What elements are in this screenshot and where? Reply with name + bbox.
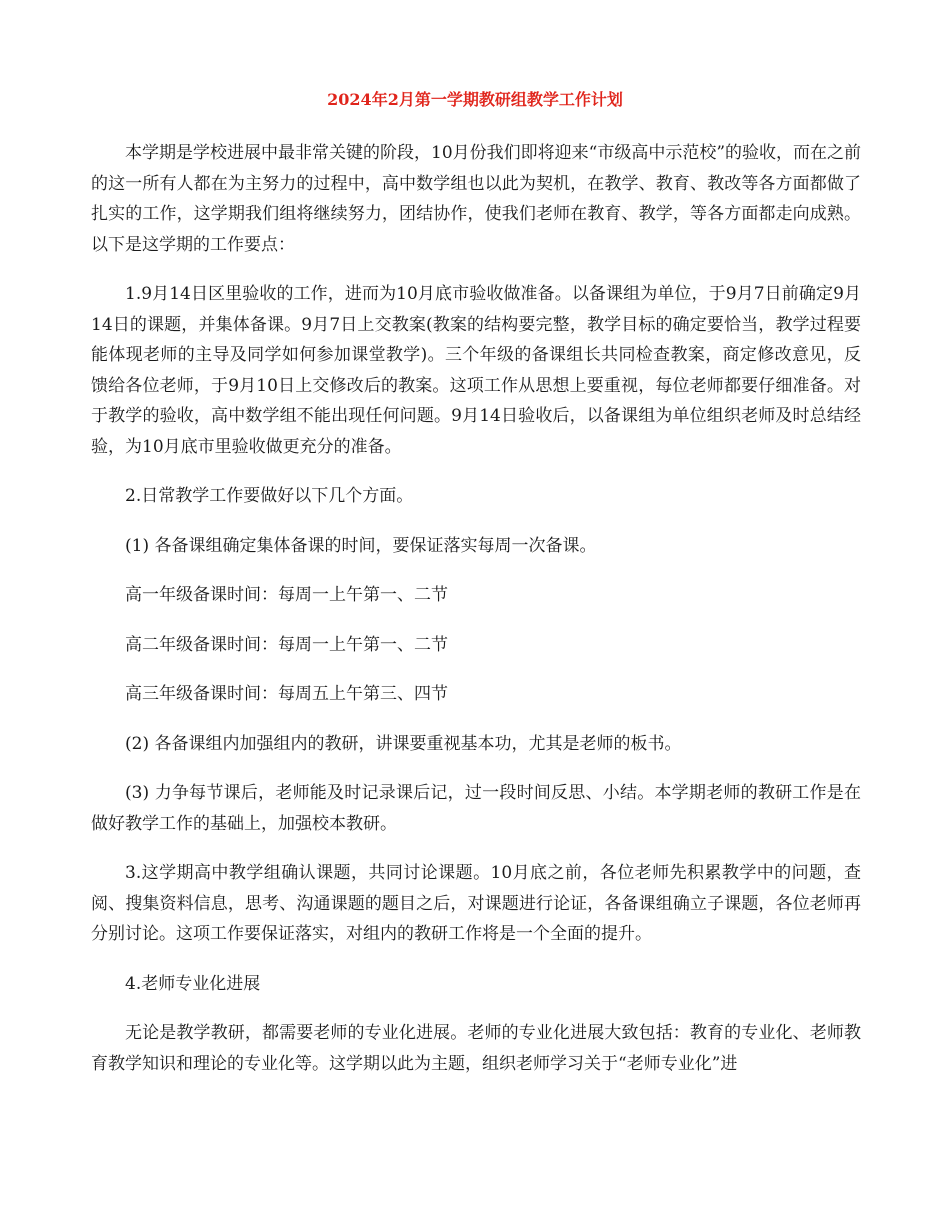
- paragraph-item-1: 1.9月14日区里验收的工作，进而为10月底市验收做准备。以备课组为单位，于9月7日前确定9月14日的课题，并集体备课。9月7日上交教案(教案的结构要完整，教学目标的确定要恰当，教学过程要能体现老师的主导及同学如何参加课堂教学)。三个年级的备课组长共同检查教案，商定修改意见，反馈给各位老师，于9月10日上交修改后的教案。这项工作从思想上要重视，每位老师都要仔细准备。对于教学的验收，高中数学组不能出现任何问题。9月14日验收后，以备课组为单位组织老师及时总结经验，为10月底市里验收做更充分的准备。: [91, 284, 861, 457]
- paragraph-sub-2: (2) 各备课组内加强组内的教研，讲课要重视基本功，尤其是老师的板书。: [125, 733, 682, 754]
- paragraph-grade-1-schedule: 高一年级备课时间：每周一上午第一、二节: [125, 585, 448, 605]
- paragraph-sub-3: (3) 力争每节课后，老师能及时记录课后记，过一段时间反思、小结。本学期老师的教研工作是在做好教学工作的基础上，加强校本教研。: [91, 783, 861, 834]
- paragraph-grade-3-schedule: 高三年级备课时间：每周五上午第三、四节: [125, 684, 448, 704]
- document-body: [91, 138, 861, 1098]
- paragraph-grade-2-schedule: 高二年级备课时间：每周一上午第一、二节: [125, 634, 448, 655]
- paragraph-intro: 本学期是学校进展中最非常关键的阶段，10月份我们即将迎来“市级高中示范校”的验收，而在之前的这一所有人都在为主努力的过程中，高中数学组也以此为契机，在教学、教育、教改等各方面都做了扎实的工作，这学期我们组将继续努力，团结协作，使我们老师在教育、教学，等各方面都走向成熟。以下是这学期的工作要点：: [91, 143, 862, 255]
- document-title: 2024年2月第一学期教研组教学工作计划: [327, 90, 623, 109]
- paragraph-professional-development: 无论是教学教研，都需要老师的专业化进展。老师的专业化进展大致包括：教育的专业化、老师教育教学知识和理论的专业化等。这学期以此为主题，组织老师学习关于“老师专业化”进: [91, 1023, 861, 1074]
- paragraph-item-4: 4.老师专业化进展: [125, 973, 261, 994]
- paragraph-sub-1: (1) 各备课组确定集体备课的时间，要保证落实每周一次备课。: [125, 535, 597, 556]
- paragraph-item-2: 2.日常教学工作要做好以下几个方面。: [125, 486, 414, 506]
- paragraph-item-3: 3.这学期高中教学组确认课题，共同讨论课题。10月底之前，各位老师先积累教学中的问题，查阅、搜集资料信息，思考、沟通课题的题目之后，对课题进行论证，各备课组确立子课题，各位老师再分别讨论。这项工作要保证落实，对组内的教研工作将是一个全面的提升。: [91, 863, 861, 944]
